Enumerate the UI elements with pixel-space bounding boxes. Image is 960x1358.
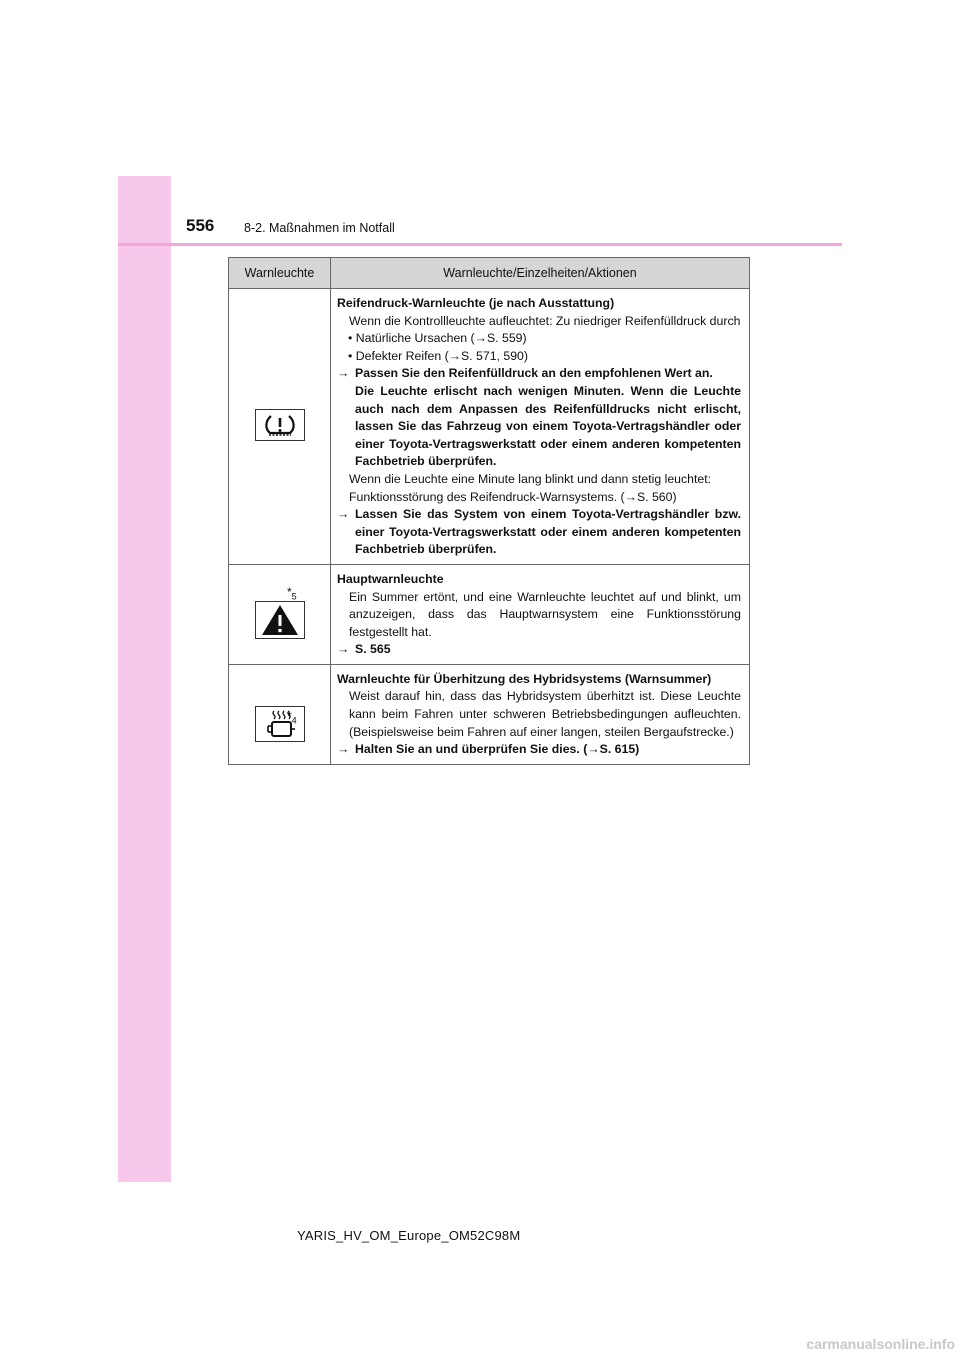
column-header-details: Warnleuchte/Einzelheiten/Aktionen [331,258,750,289]
master-warning-triangle-icon [255,601,305,639]
warning-light-table [228,257,750,765]
column-header-icon: Warnleuchte [229,258,331,289]
watermark: carmanualsonline.info [806,1336,955,1352]
info-text: Funktionsstörung des Reifendruck-Warnsystems. (→S. 560) [349,489,677,504]
action-text: → Lassen Sie das System von einem Toyota-Vertragshändler bzw. einer Toyota-Vertragswerkstatt oder einem anderen kompetenten Fachbetrieb überprüfen. [337,507,741,557]
footnote-mark: $*_5$ [287,584,297,602]
icon-cell [229,289,331,565]
icon-cell [229,664,331,764]
table-header-row [229,258,750,289]
arrow-icon: → [337,366,350,381]
arrow-icon: → [337,642,350,657]
action-text: → Passen Sie den Reifenfülldruck an den empfohlenen Wert an. [337,365,741,383]
body-text: Weist darauf hin, dass das Hybridsystem überhitzt ist. Diese Leuchte kann beim Fahren unter schweren Betriebsbedingungen aufleuchten. (Beispielsweise beim Fahren auf einer langen, steilen Bergaufstrecke.) [349,689,741,739]
table-row [229,564,750,664]
side-band [118,176,171,1182]
table-row [229,289,750,565]
action-text: → Halten Sie an und überprüfen Sie dies. (→S. 615) [337,741,741,759]
details-cell [331,564,750,664]
intro-text: Wenn die Kontrollleuchte aufleuchtet: Zu niedriger Reifenfülldruck durch [349,313,741,328]
list-item: • Defekter Reifen (→S. 571, 590) [348,348,528,363]
document-id: YARIS_HV_OM_Europe_OM52C98M [297,1228,521,1243]
info-text: Wenn die Leuchte eine Minute lang blinkt und dann stetig leuchtet: [349,471,712,486]
row-title: Reifendruck-Warnleuchte (je nach Ausstattung) [337,296,615,310]
header-rule [118,243,842,246]
icon-cell [229,564,331,664]
details-cell [331,289,750,565]
list-item: • Natürliche Ursachen (→S. 559) [348,331,527,346]
action-detail: Die Leuchte erlischt nach wenigen Minuten. Wenn die Leuchte auch nach dem Anpassen des Reifenfülldrucks nicht erlischt, lassen Sie das Fahrzeug von einem Toyota-Vertragshändler oder einer Toyota-Vertragswerkstatt oder einem anderen kompetenten Fachbetrieb überprüfen. [355,383,741,469]
footnote-mark: $*_4$ [287,708,297,726]
hybrid-system-overheat-icon [255,706,305,742]
arrow-icon: → [337,507,350,522]
details-cell [331,664,750,764]
section-title: 8-2. Maßnahmen im Notfall [244,221,395,235]
page-number: 556 [186,216,215,235]
action-text: → S. 565 [337,641,741,659]
row-title: Warnleuchte für Überhitzung des Hybridsystems (Warnsummer) [337,671,712,686]
arrow-icon: → [337,742,350,757]
tire-pressure-warning-icon [255,409,305,441]
table-row [229,664,750,764]
row-title: Hauptwarnleuchte [337,571,444,586]
body-text: Ein Summer ertönt, und eine Warnleuchte leuchtet auf und blinkt, um anzuzeigen, dass das Hauptwarnsystem eine Funktionsstörung festgestellt hat. [349,589,741,639]
